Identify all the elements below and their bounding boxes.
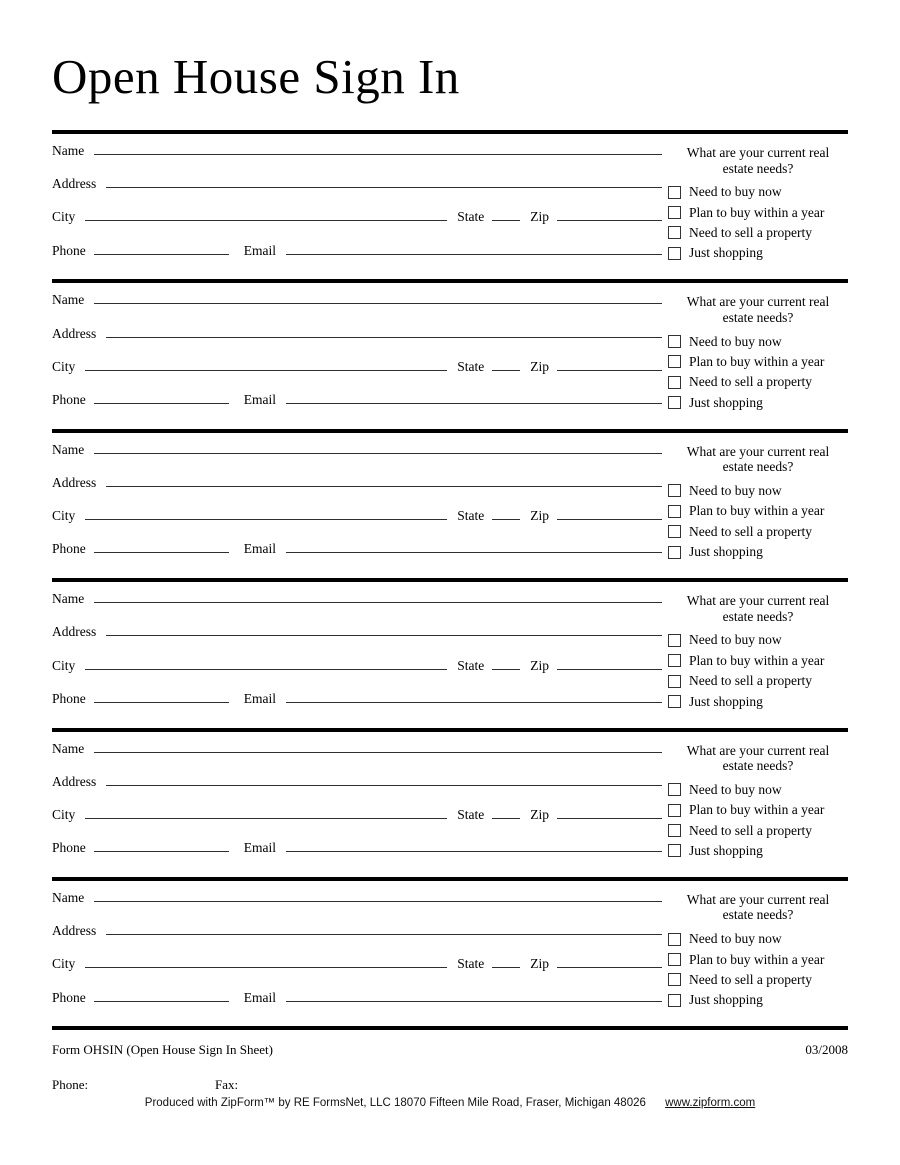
form-date: 03/2008	[805, 1042, 848, 1058]
name-input-line[interactable]	[94, 901, 662, 902]
name-label: Name	[52, 292, 85, 308]
footer-form-row	[52, 1042, 848, 1058]
address-input-line[interactable]	[106, 635, 662, 636]
phone-input-line[interactable]	[94, 552, 229, 553]
email-label: Email	[243, 989, 276, 1005]
signin-entry	[52, 582, 848, 731]
needs-panel	[662, 881, 848, 1026]
address-input-line[interactable]	[106, 486, 662, 487]
needs-option-buy-now	[668, 630, 848, 650]
name-row	[52, 292, 662, 325]
title-block	[52, 0, 848, 134]
phone-label: Phone	[52, 840, 86, 856]
name-label: Name	[52, 143, 85, 158]
needs-option-label: Need to sell a property	[689, 971, 812, 987]
email-label: Email	[243, 541, 276, 557]
address-row	[52, 624, 662, 657]
needs-option-shopping	[668, 393, 848, 413]
entry-fields	[52, 134, 662, 279]
address-input-line[interactable]	[106, 187, 662, 188]
needs-option-label: Need to buy now	[689, 632, 782, 648]
needs-option-label: Need to buy now	[689, 781, 782, 797]
phone-input-line[interactable]	[94, 702, 229, 703]
needs-question: What are your current real estate needs?	[686, 294, 830, 325]
needs-option-buy-now	[668, 929, 848, 949]
needs-option-sell	[668, 223, 848, 243]
city-input-line[interactable]	[85, 669, 447, 670]
address-row	[52, 923, 662, 956]
state-label: State	[457, 806, 485, 822]
needs-option-label: Plan to buy within a year	[689, 802, 825, 818]
city-state-zip-row	[52, 508, 662, 541]
zip-input-line[interactable]	[557, 519, 662, 520]
phone-email-row	[52, 990, 662, 1023]
phone-label: Phone	[52, 690, 86, 706]
email-label: Email	[243, 840, 276, 856]
email-input-line[interactable]	[286, 254, 662, 255]
needs-option-label: Need to sell a property	[689, 822, 812, 838]
needs-checkbox[interactable]	[668, 654, 681, 667]
needs-options	[668, 481, 848, 563]
phone-label: Phone	[52, 242, 86, 258]
needs-option-label: Need to buy now	[689, 931, 782, 947]
zip-label: Zip	[530, 806, 549, 822]
needs-option-buy-year	[668, 352, 848, 372]
needs-option-buy-year	[668, 501, 848, 521]
signin-entry	[52, 283, 848, 432]
zip-input-line[interactable]	[557, 967, 662, 968]
needs-option-shopping	[668, 542, 848, 562]
needs-options	[668, 780, 848, 862]
needs-option-buy-year	[668, 800, 848, 820]
needs-option-shopping	[668, 990, 848, 1010]
state-label: State	[457, 956, 485, 972]
phone-label: Phone	[52, 541, 86, 557]
city-state-zip-row	[52, 359, 662, 392]
phone-input-line[interactable]	[94, 1001, 229, 1002]
needs-options	[668, 929, 848, 1011]
zip-label: Zip	[530, 956, 549, 972]
needs-checkbox[interactable]	[668, 933, 681, 946]
zip-label: Zip	[530, 508, 549, 524]
needs-checkbox[interactable]	[668, 824, 681, 837]
footer-produced-row	[52, 1097, 848, 1109]
needs-option-label: Need to sell a property	[689, 374, 812, 390]
signin-entry	[52, 732, 848, 881]
address-row	[52, 176, 662, 209]
phone-email-row	[52, 840, 662, 873]
needs-checkbox[interactable]	[668, 335, 681, 348]
city-label: City	[52, 358, 76, 374]
city-label: City	[52, 657, 76, 673]
zip-label: Zip	[530, 657, 549, 673]
needs-checkbox[interactable]	[668, 206, 681, 219]
state-label: State	[457, 657, 485, 673]
zip-input-line[interactable]	[557, 669, 662, 670]
address-row	[52, 475, 662, 508]
city-label: City	[52, 209, 76, 225]
needs-checkbox[interactable]	[668, 376, 681, 389]
page-title: Open House Sign In	[52, 49, 460, 104]
name-label: Name	[52, 591, 85, 607]
address-row	[52, 326, 662, 359]
needs-option-sell	[668, 820, 848, 840]
zipform-link[interactable]: www.zipform.com	[665, 1097, 756, 1110]
needs-option-label: Plan to buy within a year	[689, 503, 825, 519]
city-state-zip-row	[52, 807, 662, 840]
city-state-zip-row	[52, 209, 662, 242]
city-input-line[interactable]	[85, 967, 447, 968]
name-input-line[interactable]	[94, 154, 662, 155]
name-input-line[interactable]	[94, 453, 662, 454]
needs-checkbox[interactable]	[668, 525, 681, 538]
state-label: State	[457, 209, 485, 225]
state-input-line[interactable]	[492, 370, 520, 371]
needs-option-sell	[668, 372, 848, 392]
zip-input-line[interactable]	[557, 818, 662, 819]
needs-option-label: Plan to buy within a year	[689, 652, 825, 668]
needs-option-label: Plan to buy within a year	[689, 353, 825, 369]
entry-fields	[52, 433, 662, 578]
needs-option-sell	[668, 522, 848, 542]
state-label: State	[457, 358, 485, 374]
needs-checkbox[interactable]	[668, 804, 681, 817]
zip-label: Zip	[530, 358, 549, 374]
city-input-line[interactable]	[85, 519, 447, 520]
needs-checkbox[interactable]	[668, 973, 681, 986]
city-input-line[interactable]	[85, 818, 447, 819]
needs-option-label: Plan to buy within a year	[689, 204, 825, 220]
email-input-line[interactable]	[286, 552, 662, 553]
phone-input-line[interactable]	[94, 403, 229, 404]
needs-question: What are your current real estate needs?	[686, 742, 830, 774]
signin-entry	[52, 134, 848, 283]
phone-email-row	[52, 392, 662, 425]
city-label: City	[52, 806, 76, 822]
name-row	[52, 890, 662, 923]
needs-checkbox[interactable]	[668, 994, 681, 1007]
phone-email-row	[52, 541, 662, 574]
footer-fax-label: Fax:	[215, 1077, 239, 1093]
state-input-line[interactable]	[492, 669, 520, 670]
city-input-line[interactable]	[85, 370, 447, 371]
needs-options	[668, 630, 848, 712]
needs-checkbox[interactable]	[668, 355, 681, 368]
name-row	[52, 143, 662, 176]
state-input-line[interactable]	[492, 818, 520, 819]
entry-fields	[52, 582, 662, 727]
email-label: Email	[243, 690, 276, 706]
email-label: Email	[243, 391, 276, 407]
needs-options	[668, 331, 848, 413]
needs-option-label: Just shopping	[689, 992, 763, 1008]
footer-contact-row	[52, 1077, 848, 1093]
email-input-line[interactable]	[286, 851, 662, 852]
name-label: Name	[52, 889, 85, 905]
zip-input-line[interactable]	[557, 220, 662, 221]
needs-option-label: Need to buy now	[689, 333, 782, 349]
zip-label: Zip	[530, 209, 549, 225]
needs-option-label: Need to buy now	[689, 184, 782, 200]
needs-option-buy-now	[668, 331, 848, 351]
needs-checkbox[interactable]	[668, 634, 681, 647]
needs-checkbox[interactable]	[668, 546, 681, 559]
signin-entry	[52, 881, 848, 1030]
needs-option-sell	[668, 671, 848, 691]
city-state-zip-row	[52, 956, 662, 989]
needs-options	[668, 182, 848, 264]
phone-input-line[interactable]	[94, 851, 229, 852]
city-input-line[interactable]	[85, 220, 447, 221]
address-input-line[interactable]	[106, 934, 662, 935]
footer	[52, 1030, 848, 1109]
needs-question: What are your current real estate needs?	[686, 891, 830, 923]
address-input-line[interactable]	[106, 337, 662, 338]
footer-phone-label: Phone:	[52, 1077, 89, 1093]
needs-panel	[662, 582, 848, 727]
needs-option-label: Just shopping	[689, 544, 763, 560]
address-label: Address	[52, 176, 97, 192]
address-label: Address	[52, 474, 97, 490]
needs-checkbox[interactable]	[668, 695, 681, 708]
name-row	[52, 442, 662, 475]
needs-option-buy-year	[668, 651, 848, 671]
name-label: Name	[52, 740, 85, 756]
email-label: Email	[243, 242, 276, 258]
needs-question: What are your current real estate needs?	[686, 443, 830, 475]
produced-text: Produced with ZipForm™ by RE FormsNet, LLC 18070 Fifteen Mile Road, Fraser, Michigan 48026	[144, 1097, 646, 1110]
address-row	[52, 774, 662, 807]
needs-panel	[662, 433, 848, 578]
address-label: Address	[52, 325, 97, 341]
entry-fields	[52, 283, 662, 428]
needs-option-shopping	[668, 243, 848, 263]
needs-option-label: Just shopping	[689, 693, 763, 709]
needs-checkbox[interactable]	[668, 783, 681, 796]
needs-panel	[662, 283, 848, 428]
needs-option-label: Need to sell a property	[689, 673, 812, 689]
needs-checkbox[interactable]	[668, 505, 681, 518]
name-label: Name	[52, 441, 85, 457]
needs-option-sell	[668, 970, 848, 990]
signin-entry	[52, 433, 848, 582]
needs-option-buy-now	[668, 182, 848, 202]
needs-option-label: Need to sell a property	[689, 523, 812, 539]
needs-option-shopping	[668, 841, 848, 861]
needs-option-label: Plan to buy within a year	[689, 951, 825, 967]
needs-option-buy-year	[668, 202, 848, 222]
address-label: Address	[52, 923, 97, 939]
needs-option-buy-year	[668, 949, 848, 969]
zip-input-line[interactable]	[557, 370, 662, 371]
address-input-line[interactable]	[106, 785, 662, 786]
email-input-line[interactable]	[286, 403, 662, 404]
address-label: Address	[52, 624, 97, 640]
needs-option-label: Just shopping	[689, 394, 763, 410]
needs-checkbox[interactable]	[668, 844, 681, 857]
phone-input-line[interactable]	[94, 254, 229, 255]
needs-checkbox[interactable]	[668, 247, 681, 260]
entry-fields	[52, 881, 662, 1026]
needs-option-shopping	[668, 691, 848, 711]
form-id: Form OHSIN (Open House Sign In Sheet)	[52, 1042, 273, 1058]
email-input-line[interactable]	[286, 1001, 662, 1002]
city-label: City	[52, 508, 76, 524]
phone-label: Phone	[52, 989, 86, 1005]
state-label: State	[457, 508, 485, 524]
needs-checkbox[interactable]	[668, 186, 681, 199]
city-label: City	[52, 956, 76, 972]
needs-checkbox[interactable]	[668, 953, 681, 966]
needs-question: What are your current real estate needs?	[686, 145, 830, 176]
needs-checkbox[interactable]	[668, 226, 681, 239]
phone-label: Phone	[52, 391, 86, 407]
city-state-zip-row	[52, 658, 662, 691]
name-input-line[interactable]	[94, 752, 662, 753]
name-input-line[interactable]	[94, 303, 662, 304]
state-input-line[interactable]	[492, 220, 520, 221]
needs-checkbox[interactable]	[668, 484, 681, 497]
needs-option-buy-now	[668, 780, 848, 800]
needs-checkbox[interactable]	[668, 396, 681, 409]
entry-fields	[52, 732, 662, 877]
needs-option-label: Just shopping	[689, 245, 763, 261]
phone-email-row	[52, 691, 662, 724]
needs-option-label: Need to sell a property	[689, 224, 812, 240]
needs-option-label: Need to buy now	[689, 482, 782, 498]
needs-question: What are your current real estate needs?	[686, 593, 830, 624]
state-input-line[interactable]	[492, 967, 520, 968]
phone-email-row	[52, 243, 662, 276]
needs-panel	[662, 732, 848, 877]
name-row	[52, 591, 662, 624]
needs-panel	[662, 134, 848, 279]
name-input-line[interactable]	[94, 602, 662, 603]
email-input-line[interactable]	[286, 702, 662, 703]
needs-option-buy-now	[668, 481, 848, 501]
needs-checkbox[interactable]	[668, 675, 681, 688]
address-label: Address	[52, 773, 97, 789]
state-input-line[interactable]	[492, 519, 520, 520]
name-row	[52, 741, 662, 774]
needs-option-label: Just shopping	[689, 842, 763, 858]
